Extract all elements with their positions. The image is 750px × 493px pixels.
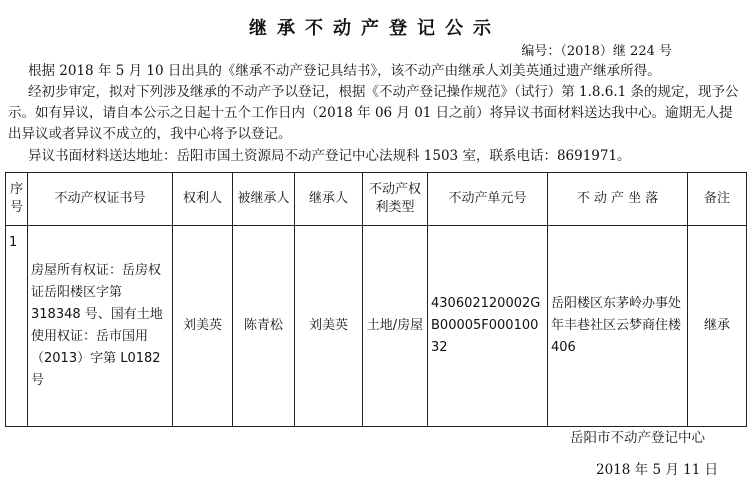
cell-owner: 刘美英 xyxy=(173,226,233,427)
cell-index: 1 xyxy=(6,226,28,427)
cell-right-type: 土地/房屋 xyxy=(363,226,428,427)
header-heir: 继承人 xyxy=(295,173,363,226)
issue-date: 2018 年 5 月 11 日 xyxy=(596,462,719,478)
paragraph-basis: 根据 2018 年 5 月 10 日出具的《继承不动产登记具结书》，该不动产由继承人刘美英通过遗产继承所得。 xyxy=(28,63,661,79)
header-certificate: 不动产权证书号 xyxy=(28,173,173,226)
property-table xyxy=(5,172,747,427)
cell-heir: 刘美英 xyxy=(295,226,363,427)
cell-location: 岳阳楼区东茅岭办事处年丰巷社区云梦商住楼 406 xyxy=(548,226,688,427)
header-location: 不 动 产 坐 落 xyxy=(548,173,688,226)
header-owner: 权利人 xyxy=(173,173,233,226)
cell-deceased: 陈青松 xyxy=(233,226,295,427)
cell-unit-number: 430602120002GB00005F00010032 xyxy=(428,226,548,427)
table-row xyxy=(6,226,747,427)
header-deceased: 被继承人 xyxy=(233,173,295,226)
paragraph-announcement: 经初步审定，拟对下列涉及继承的不动产予以登记，根据《不动产登记操作规范》（试行）第 1.8.6.1 条的规定，现予公示。如有异议，请自本公示之日起十五个工作日内（2018 年 06 月 01 日之前）将异议书面材料送达我中心。逾期无人提出异议或者异议不成立的，我中心将予以登记。 xyxy=(8,84,739,142)
header-remark: 备注 xyxy=(688,173,747,226)
cell-certificate: 房屋所有权证：岳房权证岳阳楼区字第 318348 号、国有土地使用权证：岳市国用（2013）字第 L0182 号 xyxy=(28,226,173,427)
table-header-row xyxy=(6,173,747,226)
header-right-type: 不动产权利类型 xyxy=(363,173,428,226)
document-number: 编号：（2018）继 224 号 xyxy=(521,44,672,59)
cell-remark: 继承 xyxy=(688,226,747,427)
paragraph-objection-address: 异议书面材料送达地址：岳阳市国土资源局不动产登记中心法规科 1503 室，联系电话：8691971。 xyxy=(28,148,631,164)
issuing-organization: 岳阳市不动产登记中心 xyxy=(570,430,705,446)
header-index: 序号 xyxy=(6,173,28,226)
header-unit-number: 不动产单元号 xyxy=(428,173,548,226)
page-title: 继承不动产登记公示 xyxy=(249,18,501,39)
